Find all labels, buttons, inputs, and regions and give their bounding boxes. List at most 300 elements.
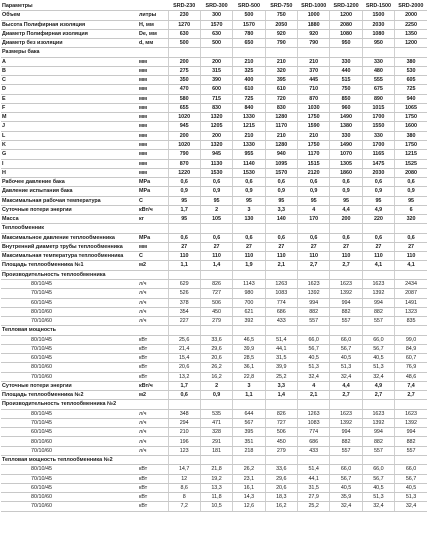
row-value: 1500: [362, 11, 394, 20]
row-value: 650: [233, 39, 265, 48]
row-value: 882: [330, 437, 362, 446]
row-value: 66,0: [330, 465, 362, 474]
table-row: [1, 335, 427, 344]
row-unit: [138, 456, 168, 465]
row-value: 40,5: [395, 483, 427, 492]
row-value: 1330: [233, 113, 265, 122]
row-unit: л/ч: [138, 428, 168, 437]
row-label: K: [1, 140, 138, 149]
row-value: 580: [168, 94, 200, 103]
table-row: [1, 279, 427, 288]
row-value: [362, 326, 394, 335]
section-header-row: [1, 48, 427, 57]
row-value: 774: [298, 428, 330, 437]
row-label: C: [1, 76, 138, 85]
row-value: 325: [233, 66, 265, 75]
row-value: 1570: [200, 20, 232, 29]
row-value: 720: [265, 94, 297, 103]
row-unit: [138, 48, 168, 57]
row-unit: л/ч: [138, 289, 168, 298]
section-header-row: [1, 224, 427, 233]
row-value: 51,4: [298, 465, 330, 474]
row-value: 830: [200, 103, 232, 112]
row-value: [233, 224, 265, 233]
row-value: 500: [233, 11, 265, 20]
row-value: 0,6: [330, 178, 362, 187]
row-value: 2,7: [298, 261, 330, 270]
row-value: 920: [298, 29, 330, 38]
row-value: [200, 48, 232, 57]
row-value: 1095: [265, 159, 297, 168]
row-value: [265, 326, 297, 335]
row-label: Тепловая мощность теплообменника №2: [1, 456, 138, 465]
row-value: [168, 400, 200, 409]
row-value: 1200: [395, 39, 427, 48]
row-value: 351: [233, 437, 265, 446]
row-value: [265, 224, 297, 233]
row-value: 0,6: [200, 233, 232, 242]
row-value: 3: [233, 205, 265, 214]
table-row: [1, 11, 427, 20]
row-unit: кВт: [138, 344, 168, 353]
row-value: 555: [362, 76, 394, 85]
table-row: [1, 57, 427, 66]
row-value: 830: [265, 103, 297, 112]
row-value: 1623: [330, 279, 362, 288]
row-value: 1490: [330, 113, 362, 122]
row-value: 0,9: [200, 187, 232, 196]
row-value: 51,3: [330, 363, 362, 372]
row-value: 1515: [298, 159, 330, 168]
section-header-row: [1, 400, 427, 409]
row-value: 66,0: [362, 465, 394, 474]
row-value: 526: [168, 289, 200, 298]
row-value: 433: [265, 317, 297, 326]
row-value: 1323: [395, 307, 427, 316]
row-value: 1305: [330, 159, 362, 168]
row-unit: кВт/ч: [138, 205, 168, 214]
row-value: 95: [265, 196, 297, 205]
row-value: 7,2: [168, 502, 200, 511]
row-value: 348: [168, 409, 200, 418]
row-unit: [138, 224, 168, 233]
row-label: 60/10/45: [1, 428, 138, 437]
row-value: 790: [298, 39, 330, 48]
row-value: 51,4: [265, 335, 297, 344]
row-value: 0,6: [330, 233, 362, 242]
row-value: 275: [168, 66, 200, 75]
row-label: G: [1, 150, 138, 159]
row-value: 2030: [362, 20, 394, 29]
table-row: [1, 159, 427, 168]
row-value: 16,1: [233, 483, 265, 492]
row-value: 0,9: [395, 187, 427, 196]
row-value: 56,7: [362, 344, 394, 353]
row-value: 1200: [330, 11, 362, 20]
row-unit: мм: [138, 168, 168, 177]
row-value: 2250: [395, 20, 427, 29]
row-label: Внутренний диаметр трубы теплообменника: [1, 242, 138, 251]
row-value: 1475: [362, 159, 394, 168]
row-unit: мм: [138, 150, 168, 159]
row-label: D: [1, 85, 138, 94]
row-value: 1320: [200, 113, 232, 122]
row-unit: C: [138, 196, 168, 205]
row-value: 110: [200, 252, 232, 261]
row-value: 470: [168, 85, 200, 94]
row-value: 33,6: [200, 335, 232, 344]
row-value: 390: [200, 76, 232, 85]
row-value: 2,7: [330, 391, 362, 400]
row-unit: кВт: [138, 474, 168, 483]
row-value: 1392: [330, 418, 362, 427]
section-header-row: [1, 270, 427, 279]
row-value: 31,5: [265, 354, 297, 363]
row-label: Объем: [1, 11, 138, 20]
row-value: 32,4: [362, 502, 394, 511]
row-value: 27: [168, 242, 200, 251]
table-row: [1, 317, 427, 326]
row-value: 330: [330, 57, 362, 66]
row-value: 4,9: [362, 205, 394, 214]
row-value: 1165: [362, 150, 394, 159]
row-value: [200, 456, 232, 465]
row-value: 780: [233, 29, 265, 38]
row-value: 3,3: [265, 205, 297, 214]
row-label: 60/10/45: [1, 354, 138, 363]
row-value: 33,6: [265, 465, 297, 474]
row-value: [362, 400, 394, 409]
row-value: 32,4: [395, 502, 427, 511]
row-value: [298, 326, 330, 335]
row-value: 330: [362, 57, 394, 66]
model-header: SRD-750: [265, 2, 297, 11]
row-value: 0,6: [233, 178, 265, 187]
row-value: 994: [395, 428, 427, 437]
row-label: 60/10/45: [1, 298, 138, 307]
row-unit: мм: [138, 122, 168, 131]
row-value: 328: [200, 428, 232, 437]
row-value: 170: [298, 215, 330, 224]
row-value: 557: [330, 317, 362, 326]
row-value: 557: [330, 446, 362, 455]
row-value: [265, 456, 297, 465]
row-unit: литры: [138, 11, 168, 20]
row-label: 70/10/60: [1, 317, 138, 326]
row-value: 1083: [298, 418, 330, 427]
row-value: 840: [233, 103, 265, 112]
row-value: 4: [298, 381, 330, 390]
row-value: 110: [362, 252, 394, 261]
row-value: [298, 456, 330, 465]
table-row: [1, 307, 427, 316]
row-value: 727: [200, 289, 232, 298]
table-row: [1, 131, 427, 140]
row-value: 1320: [200, 140, 232, 149]
row-value: 4,9: [362, 381, 394, 390]
row-value: 940: [395, 94, 427, 103]
row-value: 2,1: [265, 261, 297, 270]
row-value: 14,7: [168, 465, 200, 474]
table-row: [1, 140, 427, 149]
row-label: Суточные потери энергии: [1, 381, 138, 390]
row-value: 0,6: [168, 233, 200, 242]
row-value: 3,3: [265, 381, 297, 390]
row-value: [233, 456, 265, 465]
row-value: 210: [298, 57, 330, 66]
row-value: 1750: [395, 113, 427, 122]
row-value: 0,6: [362, 233, 394, 242]
row-value: 330: [330, 131, 362, 140]
row-value: 471: [200, 418, 232, 427]
row-value: 920: [265, 29, 297, 38]
row-value: 725: [395, 85, 427, 94]
row-value: 955: [233, 150, 265, 159]
row-label: 70/10/45: [1, 344, 138, 353]
row-value: 1750: [298, 140, 330, 149]
row-value: 279: [265, 446, 297, 455]
row-value: [168, 48, 200, 57]
row-value: 12: [168, 474, 200, 483]
row-value: 994: [298, 298, 330, 307]
table-row: [1, 178, 427, 187]
row-label: 80/10/45: [1, 409, 138, 418]
row-value: 994: [362, 428, 394, 437]
row-value: 20,6: [168, 363, 200, 372]
row-unit: л/ч: [138, 409, 168, 418]
row-unit: мм: [138, 76, 168, 85]
row-value: 945: [168, 122, 200, 131]
row-unit: De, мм: [138, 29, 168, 38]
row-value: [298, 224, 330, 233]
row-value: 18,3: [265, 493, 297, 502]
table-row: [1, 66, 427, 75]
row-value: [298, 400, 330, 409]
row-value: 95: [168, 196, 200, 205]
row-value: 210: [233, 131, 265, 140]
row-value: 99,0: [395, 335, 427, 344]
row-value: 200: [330, 215, 362, 224]
row-value: 630: [200, 29, 232, 38]
row-label: Диаметр без изоляции: [1, 39, 138, 48]
row-value: 0,6: [233, 233, 265, 242]
row-value: 279: [200, 317, 232, 326]
row-value: 220: [362, 215, 394, 224]
row-value: 994: [362, 298, 394, 307]
row-unit: [138, 400, 168, 409]
row-value: 1525: [395, 159, 427, 168]
row-label: Масса: [1, 215, 138, 224]
row-unit: л/ч: [138, 446, 168, 455]
row-value: 0,9: [200, 391, 232, 400]
row-value: 29,6: [265, 474, 297, 483]
row-value: 27: [233, 242, 265, 251]
row-value: 27: [395, 242, 427, 251]
table-row: [1, 168, 427, 177]
row-value: 1065: [395, 103, 427, 112]
row-value: 2,7: [395, 391, 427, 400]
row-value: [330, 400, 362, 409]
table-row: [1, 483, 427, 492]
row-value: 1350: [395, 29, 427, 38]
row-value: 515: [330, 76, 362, 85]
row-value: [330, 224, 362, 233]
row-value: 445: [298, 76, 330, 85]
row-label: 80/10/60: [1, 437, 138, 446]
row-value: 1,1: [168, 261, 200, 270]
row-value: [298, 270, 330, 279]
row-value: 350: [168, 76, 200, 85]
row-value: 2,7: [330, 261, 362, 270]
row-label: Производительность теплообменника №2: [1, 400, 138, 409]
row-value: 0,9: [298, 187, 330, 196]
row-value: 0,6: [265, 233, 297, 242]
table-row: [1, 289, 427, 298]
row-value: 0,9: [362, 187, 394, 196]
table-row: [1, 39, 427, 48]
row-value: 320: [265, 66, 297, 75]
row-value: 22,8: [233, 372, 265, 381]
row-value: 1590: [298, 122, 330, 131]
table-row: [1, 428, 427, 437]
row-value: 10,5: [200, 502, 232, 511]
row-value: 1392: [330, 289, 362, 298]
row-value: 4,4: [330, 205, 362, 214]
row-label: F: [1, 103, 138, 112]
row-value: 882: [395, 437, 427, 446]
row-value: 0,9: [233, 187, 265, 196]
row-value: 0,6: [298, 233, 330, 242]
row-value: 870: [298, 94, 330, 103]
table-row: [1, 196, 427, 205]
row-label: Диаметр Полифирная изоляция: [1, 29, 138, 38]
row-value: [395, 224, 427, 233]
row-value: [265, 48, 297, 57]
row-unit: мм: [138, 113, 168, 122]
spec-table: [1, 2, 427, 512]
row-value: 110: [233, 252, 265, 261]
row-value: [200, 224, 232, 233]
row-value: 940: [265, 150, 297, 159]
row-value: [265, 400, 297, 409]
row-value: 110: [265, 252, 297, 261]
row-label: 80/10/60: [1, 307, 138, 316]
row-value: 557: [362, 317, 394, 326]
row-value: 655: [168, 103, 200, 112]
row-value: 51,3: [395, 493, 427, 502]
row-value: 370: [298, 66, 330, 75]
table-row: [1, 493, 427, 502]
row-label: A: [1, 57, 138, 66]
row-value: 2080: [330, 20, 362, 29]
row-unit: м2: [138, 391, 168, 400]
row-unit: л/ч: [138, 307, 168, 316]
row-value: 51,3: [362, 493, 394, 502]
row-label: Максимальная температура теплообменника: [1, 252, 138, 261]
row-value: 1330: [233, 140, 265, 149]
row-label: 80/10/60: [1, 363, 138, 372]
row-value: 994: [330, 428, 362, 437]
row-value: 630: [168, 29, 200, 38]
row-value: 294: [168, 418, 200, 427]
row-label: 70/10/45: [1, 474, 138, 483]
row-value: [200, 326, 232, 335]
row-value: 480: [362, 66, 394, 75]
row-value: 31,5: [298, 483, 330, 492]
row-value: 48,6: [395, 372, 427, 381]
row-unit: кВт: [138, 465, 168, 474]
row-label: Максимальное давление теплообменника: [1, 233, 138, 242]
row-value: 750: [330, 85, 362, 94]
row-value: 1700: [362, 140, 394, 149]
row-value: 32,4: [298, 372, 330, 381]
row-value: 21,4: [168, 344, 200, 353]
row-unit: d, мм: [138, 39, 168, 48]
row-unit: л/ч: [138, 298, 168, 307]
row-value: 1280: [265, 140, 297, 149]
row-value: 433: [298, 446, 330, 455]
table-row: [1, 85, 427, 94]
row-value: 557: [298, 317, 330, 326]
row-value: 980: [233, 289, 265, 298]
row-value: 1392: [395, 418, 427, 427]
row-value: 196: [168, 437, 200, 446]
row-value: 994: [330, 298, 362, 307]
row-label: 80/10/45: [1, 465, 138, 474]
row-value: 230: [168, 11, 200, 20]
table-row: [1, 76, 427, 85]
row-label: 80/10/45: [1, 335, 138, 344]
row-value: 11,8: [200, 493, 232, 502]
row-value: 715: [200, 94, 232, 103]
row-value: [395, 48, 427, 57]
row-value: 46,5: [233, 335, 265, 344]
row-value: 15,4: [168, 354, 200, 363]
table-row: [1, 372, 427, 381]
row-value: 13,3: [200, 483, 232, 492]
row-value: 181: [200, 446, 232, 455]
row-value: 1491: [395, 298, 427, 307]
row-value: 300: [200, 11, 232, 20]
row-value: 450: [200, 307, 232, 316]
row-value: [362, 456, 394, 465]
row-value: 1,7: [168, 205, 200, 214]
row-unit: л/ч: [138, 279, 168, 288]
row-value: 12,6: [233, 502, 265, 511]
row-value: 1263: [298, 409, 330, 418]
row-label: J: [1, 122, 138, 131]
row-value: 76,9: [395, 363, 427, 372]
table-row: [1, 122, 427, 131]
row-value: 380: [395, 57, 427, 66]
row-value: [233, 270, 265, 279]
row-value: 1020: [168, 113, 200, 122]
row-unit: л/ч: [138, 418, 168, 427]
row-value: 0,6: [168, 178, 200, 187]
model-header: SRD-500: [233, 2, 265, 11]
row-value: 835: [395, 317, 427, 326]
row-value: 1080: [330, 29, 362, 38]
row-value: 378: [168, 298, 200, 307]
row-value: 400: [233, 76, 265, 85]
row-unit: [138, 326, 168, 335]
row-value: 960: [330, 103, 362, 112]
row-value: 2120: [298, 168, 330, 177]
row-value: 1280: [265, 113, 297, 122]
row-value: 1392: [362, 418, 394, 427]
row-value: 950: [362, 39, 394, 48]
row-value: 530: [395, 66, 427, 75]
